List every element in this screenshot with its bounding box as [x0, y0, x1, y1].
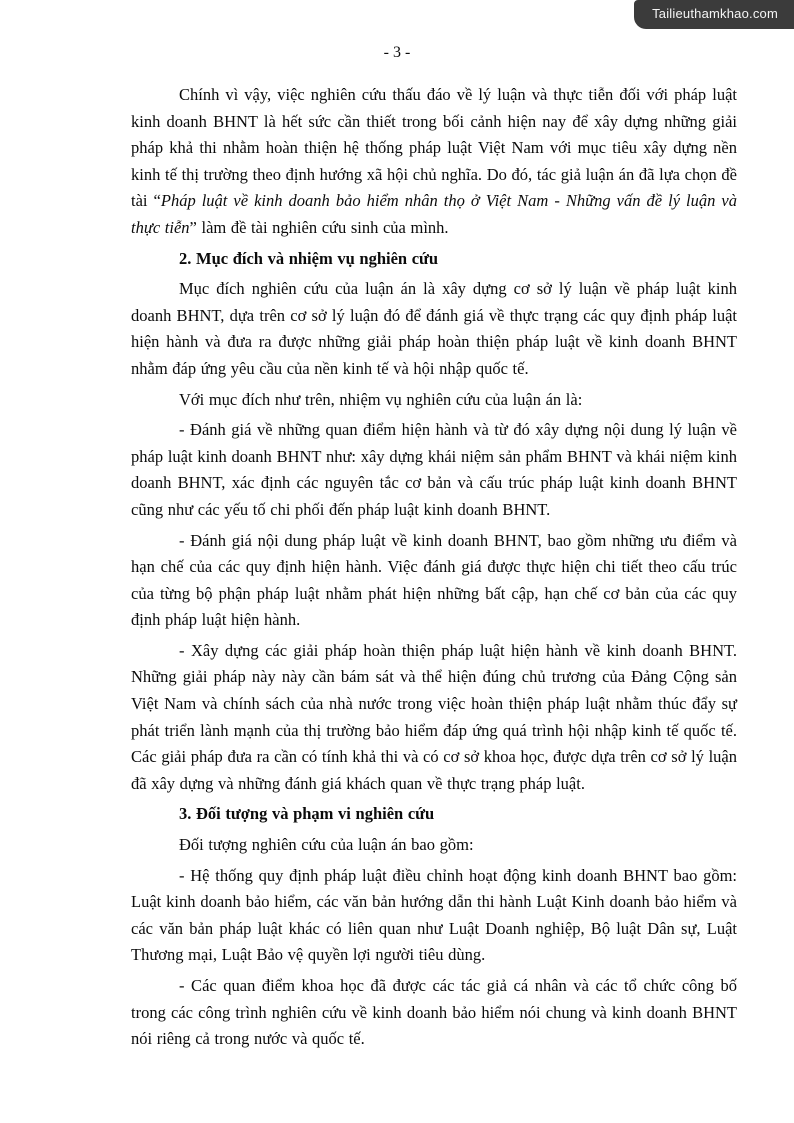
paragraph-task-3 [131, 638, 737, 798]
paragraph-scope-1 [131, 863, 737, 969]
watermark-badge [634, 0, 794, 29]
section-heading-3 [131, 801, 737, 828]
paragraph-text: - Xây dựng các giải pháp hoàn thiện pháp luật hiện hành về kinh doanh BHNT. Những giải pháp này này cần bám sát và thể hiện đúng chủ trương của Đảng Cộng sản Việt Nam và chính sách của nhà nước trong việc hoàn thiện pháp luật nhằm thúc đẩy sự phát triển lành mạnh của thị trường bảo hiểm đáp ứng quá trình hội nhập kinh tế quốc tế. Các giải pháp đưa ra cần có tính khả thi và có cơ sở khoa học, được dựa trên cơ sở lý luận đã xây dựng và những đánh giá khách quan về thực trạng pháp luật. [131, 640, 737, 793]
section-heading-text: 3. Đối tượng và phạm vi nghiên cứu [179, 804, 435, 824]
paragraph-text: - Đánh giá về những quan điểm hiện hành và từ đó xây dựng nội dung lý luận về pháp luật kinh doanh BHNT như: xây dựng khái niệm sản phẩm BHNT và khái niệm kinh doanh BHNT, xác định các nguyên tắc cơ bản và cấu trúc pháp luật kinh doanh BHNT cũng như các yếu tố chi phối đến pháp luật kinh doanh BHNT. [131, 420, 737, 519]
paragraph-text: ” làm đề tài nghiên cứu sinh của mình. [189, 217, 449, 237]
paragraph-text: Đối tượng nghiên cứu của luận án bao gồm: [179, 835, 474, 855]
page-content [131, 82, 737, 1057]
paragraph-intro [131, 82, 737, 242]
paragraph-text: - Đánh giá nội dung pháp luật về kinh doanh BHNT, bao gồm những ưu điểm và hạn chế của các quy định hiện hành. Việc đánh giá được thực hiện chi tiết theo cấu trúc của từng bộ phận pháp luật nhằm phát hiện những bất cập, hạn chế cơ bản của các quy định pháp luật hiện hành. [131, 530, 737, 630]
page-number: - 3 - [383, 44, 411, 61]
paragraph-text: Mục đích nghiên cứu của luận án là xây dựng cơ sở lý luận về pháp luật kinh doanh BHNT, dựa trên cơ sở lý luận đó để đánh giá về thực trạng các quy định pháp luật hiện hành và đưa ra được những giải pháp hoàn thiện pháp luật về kinh doanh BHNT nhằm đáp ứng yêu cầu của nền kinh tế và hội nhập quốc tế. [131, 279, 737, 378]
paragraph-purpose [131, 276, 737, 382]
paragraph-task-2 [131, 528, 737, 634]
section-heading-2 [131, 246, 737, 273]
paragraph-text: Với mục đích như trên, nhiệm vụ nghiên cứu của luận án là: [179, 389, 583, 409]
paragraph-scope-2 [131, 973, 737, 1053]
paragraph-tasks-lead [131, 387, 737, 414]
paragraph-text: - Các quan điểm khoa học đã được các tác giả cá nhân và các tổ chức công bố trong các công trình nghiên cứu về kinh doanh bảo hiểm nói chung và kinh doanh BHNT nói riêng cả trong nước và quốc tế. [131, 976, 737, 1049]
paragraph-text: Chính vì vậy, việc nghiên cứu thấu đáo về lý luận và thực tiễn đối với pháp luật kinh doanh BHNT là hết sức cần thiết trong bối cảnh hiện nay để xây dựng những giải pháp khả thi nhằm hoàn thiện hệ thống pháp luật Việt Nam với mục tiêu xây dựng nền kinh tế thị trường theo định hướng xã hội chủ nghĩa. Do đó, tác giả luận án đã lựa chọn đề tài “ [131, 85, 737, 211]
section-heading-text: 2. Mục đích và nhiệm vụ nghiên cứu [179, 248, 439, 268]
paragraph-text: - Hệ thống quy định pháp luật điều chỉnh hoạt động kinh doanh BHNT bao gồm: Luật kinh doanh bảo hiểm, các văn bản hướng dẫn thi hành Luật Kinh doanh bảo hiểm và các văn bản pháp luật khác có liên quan như Luật Doanh nghiệp, Bộ luật Dân sự, Luật Thương mại, Luật Bảo vệ quyền lợi người tiêu dùng. [131, 865, 737, 965]
watermark-label: Tailieuthamkhao.com [652, 6, 778, 21]
thesis-title-italic: Pháp luật về kinh doanh bảo hiểm nhân thọ ở Việt Nam - Những vấn đề lý luận và thực tiễn [131, 191, 737, 237]
paragraph-task-1 [131, 417, 737, 523]
paragraph-scope-lead [131, 832, 737, 859]
